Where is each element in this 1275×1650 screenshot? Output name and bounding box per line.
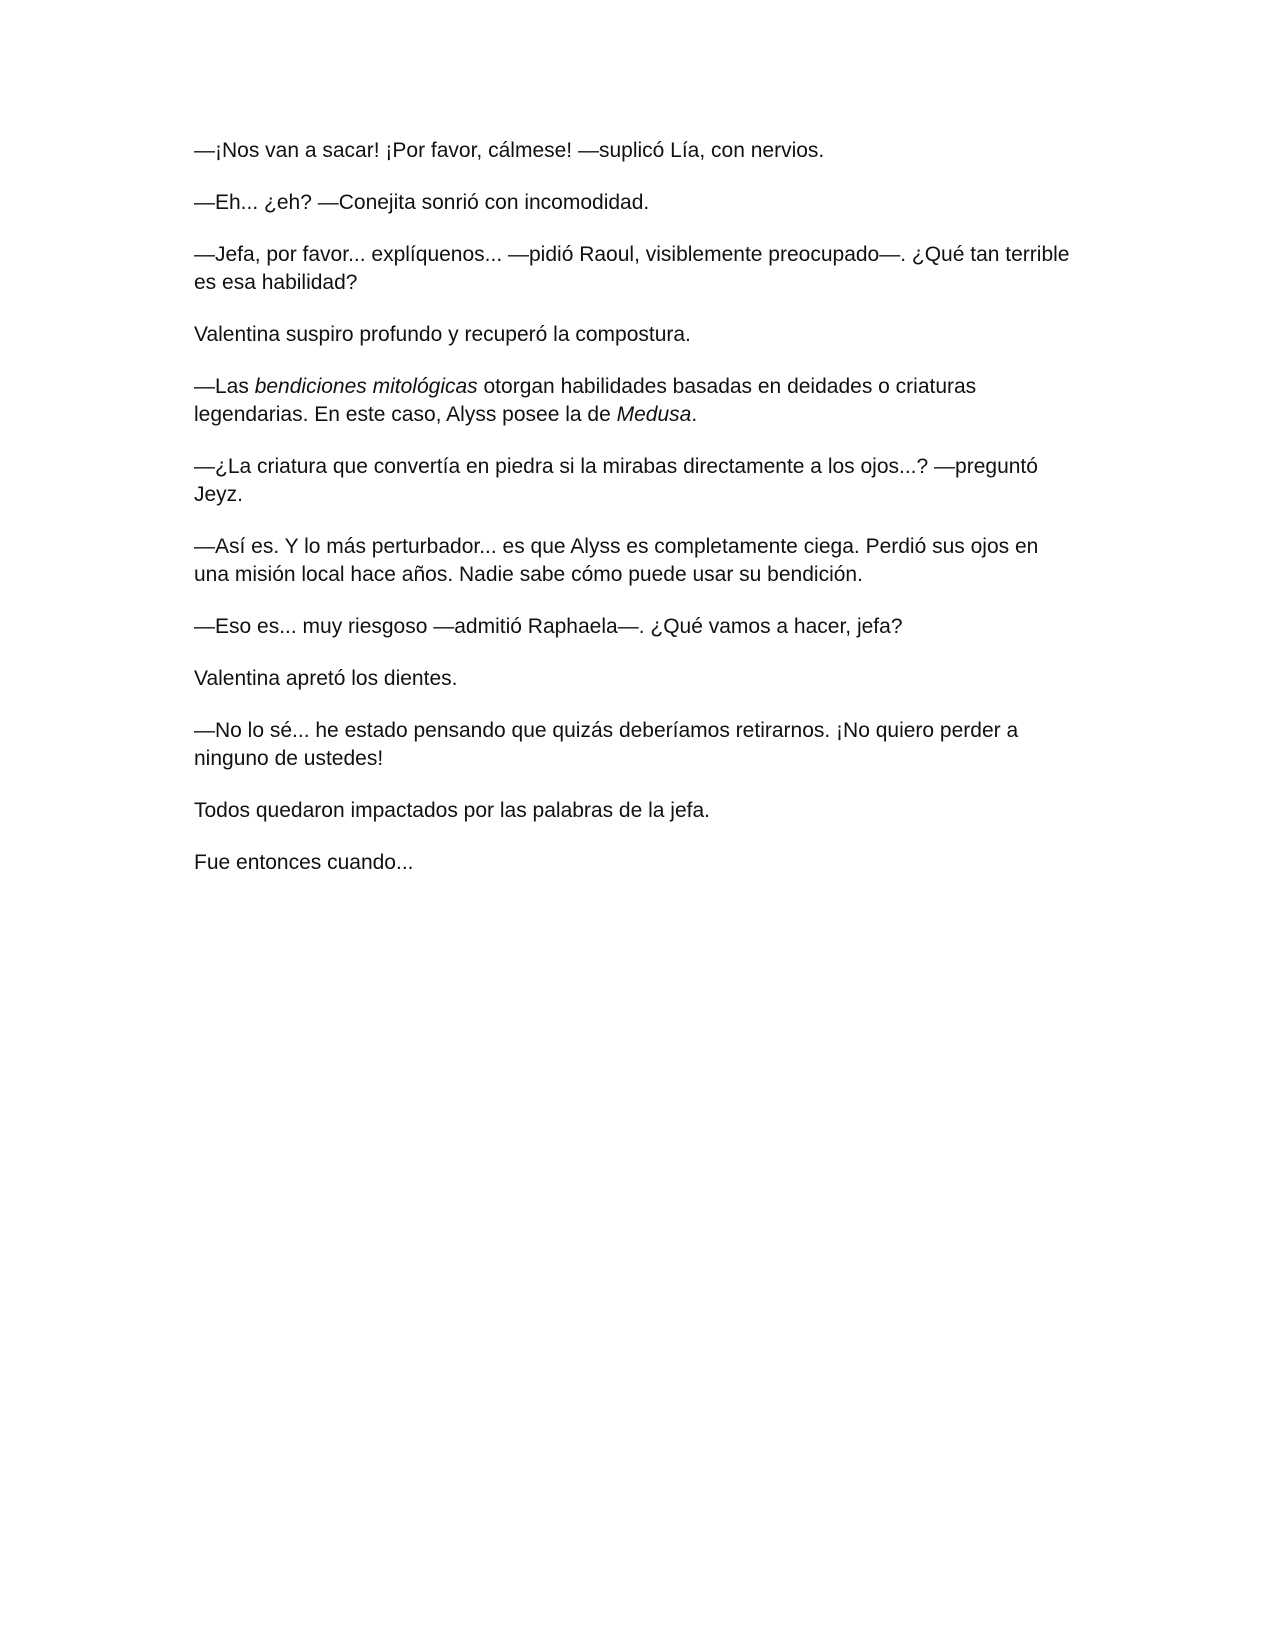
paragraph	[194, 373, 1074, 429]
paragraph: —Eso es... muy riesgoso —admitió Raphaela—. ¿Qué vamos a hacer, jefa?	[194, 615, 903, 638]
paragraph: Valentina apretó los dientes.	[194, 667, 458, 690]
paragraph: —¿La criatura que convertía en piedra si la mirabas directamente a los ojos...? —preguntó Jeyz.	[194, 455, 1038, 506]
document-body	[194, 137, 1074, 901]
paragraph: —Así es. Y lo más perturbador... es que Alyss es completamente ciega. Perdió sus ojos en una misión local hace años. Nadie sabe cómo puede usar su bendición.	[194, 535, 1039, 586]
paragraph: Fue entonces cuando...	[194, 851, 414, 874]
paragraph: —¡Nos van a sacar! ¡Por favor, cálmese! —suplicó Lía, con nervios.	[194, 139, 825, 162]
paragraph: —Jefa, por favor... explíquenos... —pidió Raoul, visiblemente preocupado—. ¿Qué tan terrible es esa habilidad?	[194, 243, 1070, 294]
paragraph-text: otorgan habilidades basadas en deidades o criaturas legendarias. En este caso, Alyss posee la de	[194, 375, 977, 426]
paragraph-text: .	[691, 403, 698, 426]
italic-term: Medusa	[616, 403, 692, 426]
paragraph: Todos quedaron impactados por las palabras de la jefa.	[194, 799, 710, 822]
paragraph: —Eh... ¿eh? —Conejita sonrió con incomodidad.	[194, 191, 650, 214]
italic-term: bendiciones mitológicas	[254, 375, 478, 398]
paragraph-text: —Las	[194, 375, 255, 398]
paragraph: Valentina suspiro profundo y recuperó la compostura.	[194, 323, 691, 346]
paragraph: —No lo sé... he estado pensando que quizás deberíamos retirarnos. ¡No quiero perder a ninguno de ustedes!	[194, 719, 1019, 770]
